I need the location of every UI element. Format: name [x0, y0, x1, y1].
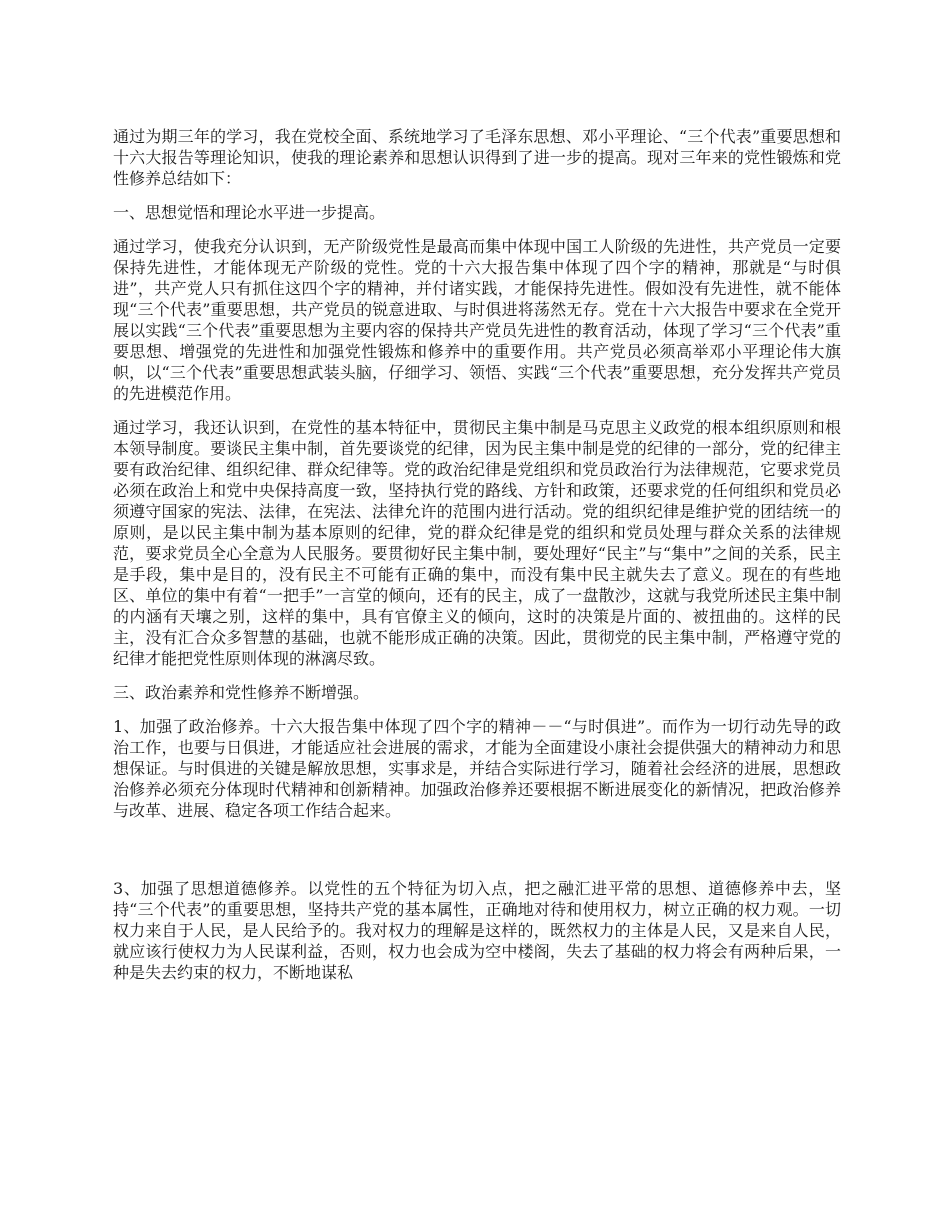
section-heading-1: 一、思想觉悟和理论水平进一步提高。 [113, 203, 386, 222]
body-paragraph: 1、加强了政治修养。十六大报告集中体现了四个字的精神－－“与时俱进”。而作为一切行动先导的政治工作，也要与日俱进，才能适应社会进展的需求，才能为全面建设小康社会提供强大的精神动力和思想保证。与时俱进的关键是解放思想，实事求是，并结合实际进行学习，随着社会经济的进展，思想政治修养必须充分体现时代精神和创新精神。加强政治修养还要根据不断进展变化的新情况，把政治修养与改革、进展、稳定各项工作结合起来。 [113, 717, 841, 820]
body-paragraph: 通过学习，使我充分认识到，无产阶级党性是最高而集中体现中国工人阶级的先进性，共产党员一定要保持先进性，才能体现无产阶级的党性。党的十六大报告集中体现了四个字的精神，那就是“与时俱进”，共产党人只有抓住这四个字的精神，并付诸实践，才能保持先进性。假如没有先进性，就不能体现“三个代表”重要思想，共产党员的锐意进取、与时俱进将荡然无存。党在十六大报告中要求在全党开展以实践“三个代表”重要思想为主要内容的保持共产党员先进性的教育活动，体现了学习“三个代表”重要思想、增强党的先进性和加强党性锻炼和修养中的重要作用。共产党员必须高举邓小平理论伟大旗帜，以“三个代表”重要思想武装头脑，仔细学习、领悟、实践“三个代表”重要思想，充分发挥共产党员的先进模范作用。 [113, 237, 841, 403]
section-heading-3: 三、政治素养和党性修养不断增强。 [113, 683, 370, 702]
blank-space [113, 834, 841, 878]
intro-paragraph: 通过为期三年的学习，我在党校全面、系统地学习了毛泽东思想、邓小平理论、“三个代表”重要思想和十六大报告等理论知识，使我的理论素养和思想认识得到了进一步的提高。现对三年来的党性锻炼和党性修养总结如下： [113, 127, 841, 188]
body-paragraph: 通过学习，我还认识到，在党性的基本特征中，贯彻民主集中制是马克思主义政党的根本组织原则和根本领导制度。要谈民主集中制，首先要谈党的纪律，因为民主集中制是党的纪律的一部分，党的纪律主要有政治纪律、组织纪律、群众纪律等。党的政治纪律是党组织和党员政治行为法律规范，它要求党员必须在政治上和党中央保持高度一致，坚持执行党的路线、方针和政策，还要求党的任何组织和党员必须遵守国家的宪法、法律，在宪法、法律允许的范围内进行活动。党的组织纪律是维护党的团结统一的原则，是以民主集中制为基本原则的纪律，党的群众纪律是党的组织和党员处理与群众关系的法律规范，要求党员全心全意为人民服务。要贯彻好民主集中制，要处理好“民主”与“集中”之间的关系，民主是手段，集中是目的，没有民主不可能有正确的集中，而没有集中民主就失去了意义。现在的有些地区、单位的集中有着“一把手”一言堂的倾向，还有的民主，成了一盘散沙，这就与我党所述民主集中制的内涵有天壤之别，这样的集中，具有官僚主义的倾向，这时的决策是片面的、被扭曲的。这样的民主，没有汇合众多智慧的基础，也就不能形成正确的决策。因此，贯彻党的民主集中制，严格遵守党的纪律才能把党性原则体现的淋漓尽致。 [113, 418, 841, 668]
document-body [113, 126, 841, 996]
body-paragraph: 3、加强了思想道德修养。以党性的五个特征为切入点，把之融汇进平常的思想、道德修养中去，坚持“三个代表”的重要思想，坚持共产党的基本属性，正确地对待和使用权力，树立正确的权力观。一切权力来自于人民，是人民给予的。我对权力的理解是这样的，既然权力的主体是人民，又是来自人民，就应该行使权力为人民谋利益，否则，权力也会成为空中楼阁，失去了基础的权力将会有两种后果，一种是失去约束的权力，不断地谋私 [113, 879, 841, 982]
